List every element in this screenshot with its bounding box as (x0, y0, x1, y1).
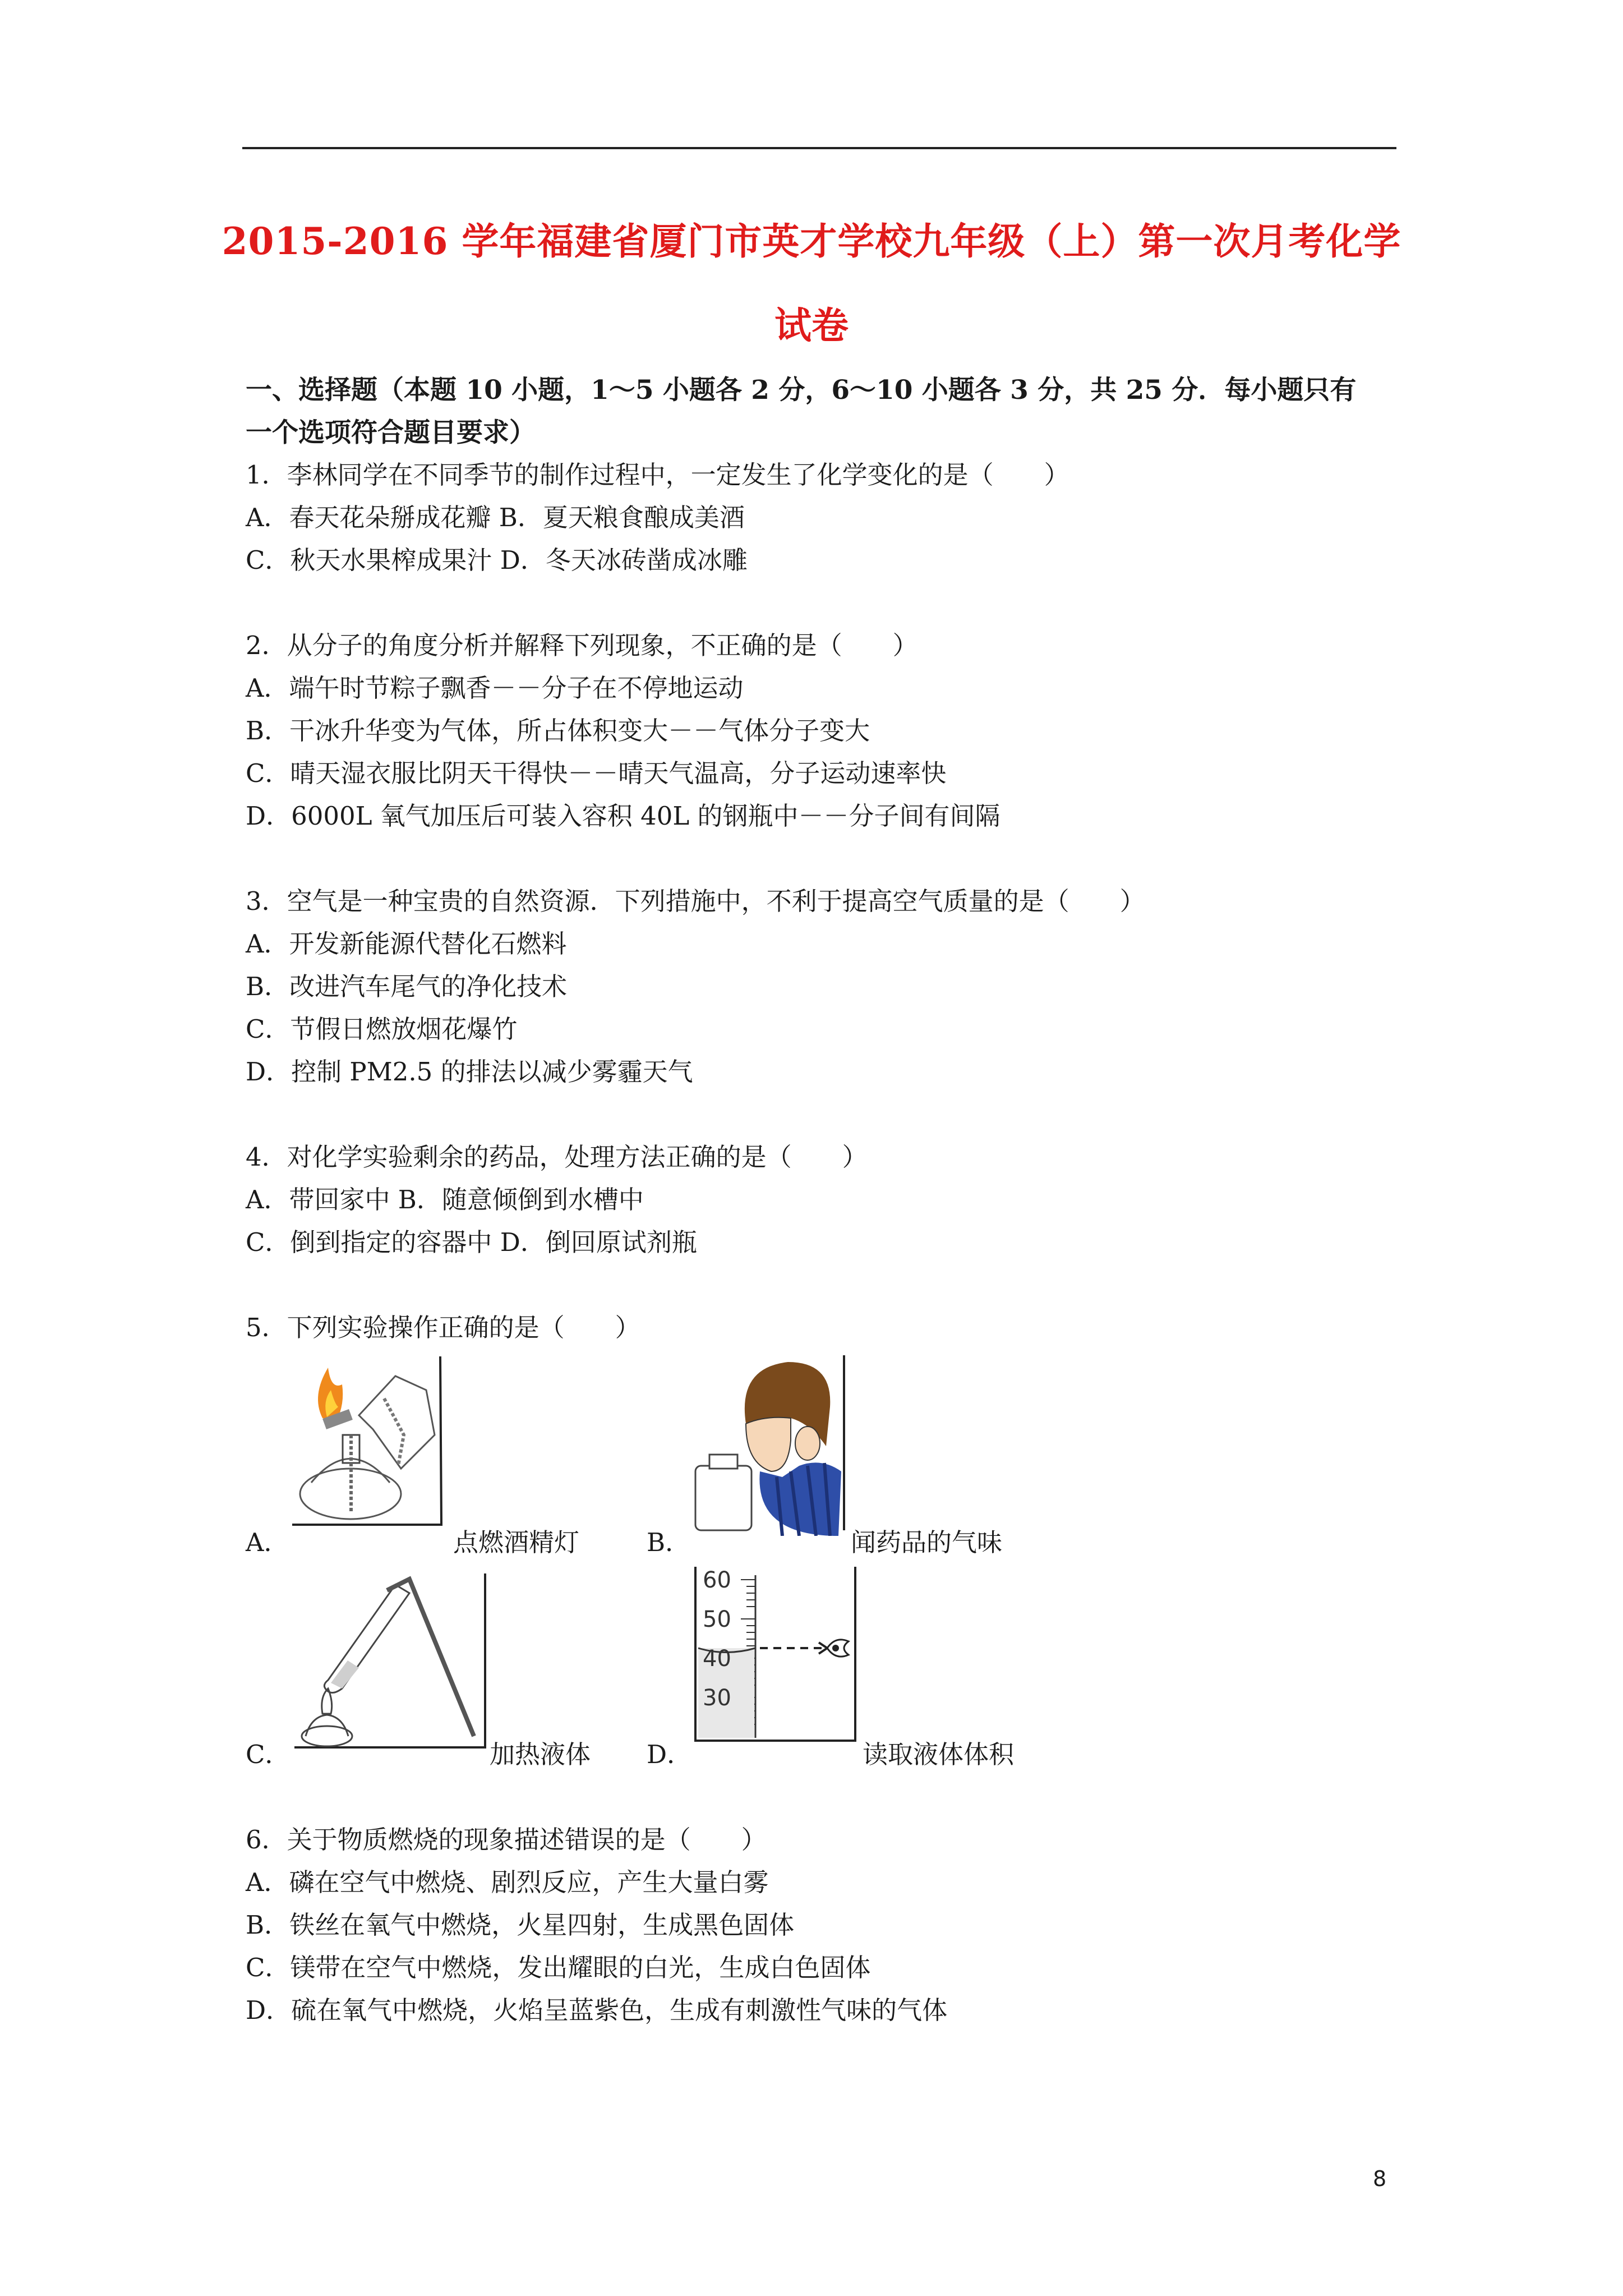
question-6-option-c: C．镁带在空气中燃烧，发出耀眼的白光，生成白色固体 (246, 1953, 871, 1982)
question-4-option-line: A．带回家中 B．随意倾倒到水槽中 (246, 1185, 644, 1214)
question-4-stem: 4．对化学实验剩余的药品，处理方法正确的是（ ） (246, 1142, 868, 1172)
page-number: 8 (1373, 2166, 1387, 2191)
option-b-caption: 闻药品的气味 (851, 1527, 1003, 1557)
option-a-caption: 点燃酒精灯 (453, 1527, 580, 1557)
figure-a-alcohol-lamp (289, 1351, 451, 1536)
page-title-line1: 2015-2016 学年福建省厦门市英才学校九年级（上）第一次月考化学 (222, 219, 1401, 263)
question-5-stem: 5．下列实验操作正确的是（ ） (246, 1313, 640, 1342)
option-b-letter: B． (647, 1527, 691, 1557)
header-rule (242, 147, 1396, 149)
question-2-option-d: D．6000L 氧气加压后可装入容积 40L 的钢瓶中－－分子间有间隔 (246, 801, 1000, 831)
cylinder-tick-60: 60 (703, 1567, 731, 1593)
question-2-option-b: B．干冰升华变为气体，所占体积变大－－气体分子变大 (246, 716, 870, 746)
question-2-option-c: C．晴天湿衣服比阴天干得快－－晴天气温高，分子运动速率快 (246, 758, 947, 788)
question-2-option-a: A．端午时节粽子飘香－－分子在不停地运动 (246, 673, 744, 703)
question-1-stem: 1．李林同学在不同季节的制作过程中，一定发生了化学变化的是（ ） (246, 460, 1069, 490)
question-3-option-d: D．控制 PM2.5 的排法以减少雾霾天气 (246, 1057, 693, 1087)
cylinder-tick-40: 40 (703, 1646, 731, 1672)
option-c-letter: C． (246, 1740, 291, 1769)
question-6-stem: 6．关于物质燃烧的现象描述错误的是（ ） (246, 1825, 767, 1855)
figure-c-heating-liquid (289, 1568, 491, 1761)
question-1-option-line: A．春天花朵掰成花瓣 B．夏天粮食酿成美酒 (246, 503, 745, 532)
option-c-caption: 加热液体 (490, 1740, 591, 1769)
question-6-option-d: D．硫在氧气中燃烧，火焰呈蓝紫色，生成有刺激性气味的气体 (246, 1995, 948, 2025)
option-a-letter: A． (246, 1527, 289, 1557)
cylinder-tick-50: 50 (703, 1607, 731, 1632)
section-heading-cont: 一个选项符合题目要求） (246, 417, 536, 448)
question-6-option-a: A．磷在空气中燃烧、剧烈反应，产生大量白雾 (246, 1867, 769, 1897)
question-6-option-b: B．铁丝在氧气中燃烧，火星四射，生成黑色固体 (246, 1910, 795, 1940)
question-3-option-a: A．开发新能源代替化石燃料 (246, 929, 567, 959)
question-1-option-line: C．秋天水果榨成果汁 D．冬天冰砖凿成冰雕 (246, 545, 748, 575)
option-d-caption: 读取液体体积 (863, 1740, 1015, 1769)
figure-b-smelling (693, 1351, 850, 1536)
option-d-letter: D． (647, 1740, 693, 1769)
section-heading: 一、选择题（本题 10 小题，1～5 小题各 2 分，6～10 小题各 3 分，共 25 分．每小题只有 (246, 375, 1357, 406)
question-2-stem: 2．从分子的角度分析并解释下列现象，不正确的是（ ） (246, 631, 918, 660)
question-4-option-line: C．倒到指定的容器中 D．倒回原试剂瓶 (246, 1227, 697, 1257)
figure-d-reading-volume (693, 1564, 866, 1746)
question-3-option-c: C．节假日燃放烟花爆竹 (246, 1014, 518, 1044)
question-3-stem: 3．空气是一种宝贵的自然资源．下列措施中，不利于提高空气质量的是（ ） (246, 886, 1145, 916)
page-title-line2: 试卷 (774, 303, 849, 347)
cylinder-tick-30: 30 (703, 1685, 731, 1711)
question-3-option-b: B．改进汽车尾气的净化技术 (246, 972, 568, 1001)
